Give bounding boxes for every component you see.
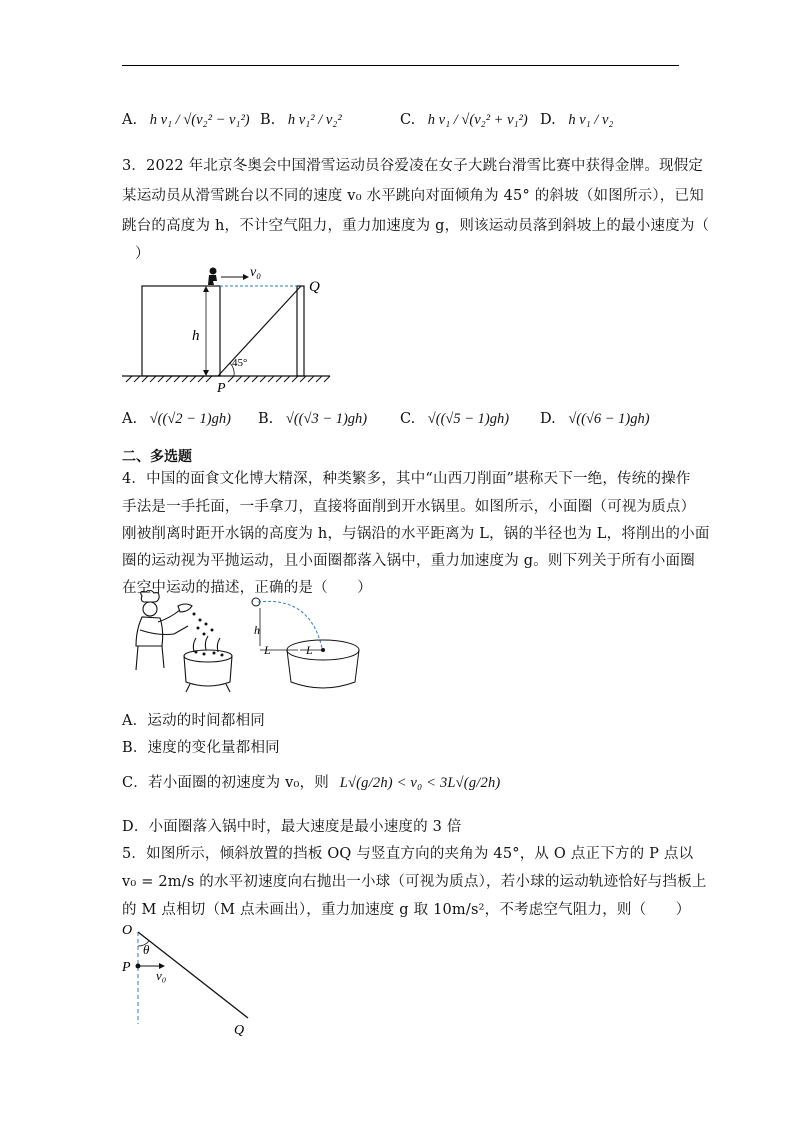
q2-option-c-expr: h v₁ / √(v₂² + v₁²) [427, 112, 528, 128]
chef-hat-icon [141, 590, 159, 602]
q3-option-b: B. √((√3 − 1)gh) [258, 411, 368, 427]
label-p: P [122, 960, 131, 975]
q4-schematic-figure [246, 590, 366, 694]
q3-line-2: 某运动员从滑雪跳台以不同的速度 v₀ 水平跳向对面倾角为 45° 的斜坡（如图所示），已知 [122, 188, 704, 204]
label-v0: v₀ [156, 968, 167, 983]
q4-line-2: 手法是一手托面，一手拿刀，直接将面削到开水锅里。如图所示，小面圈（可视为质点） [122, 499, 696, 515]
trajectory-dashed-curve [258, 601, 322, 648]
q3-line-4: ） [135, 246, 150, 262]
label-p: P [217, 381, 226, 394]
section-heading-multiple-choice: 二、多选题 [122, 449, 192, 465]
skier-icon [208, 268, 217, 286]
q3-option-d-expr: √((√6 − 1)gh) [568, 411, 650, 427]
q5-line-2: v₀ = 2m/s 的水平初速度向右抛出一小球（可视为质点），若小球的运动轨迹恰好与挡板上 [122, 874, 707, 890]
q3-option-b-expr: √((√3 − 1)gh) [285, 411, 368, 427]
q3-option-a-expr: √((√2 − 1)gh) [149, 411, 231, 427]
chef-noodle-illustration [128, 590, 244, 696]
header-rule [122, 65, 679, 66]
q3-option-d: D. √((√6 − 1)gh) [540, 411, 650, 427]
label-l-1: L [264, 643, 271, 657]
q5-baffle-figure [118, 920, 258, 1040]
label-o: O [122, 923, 133, 938]
baffle-oq [138, 932, 248, 1018]
q2-option-b-expr: h v₁² / v₂² [287, 112, 342, 128]
q3-option-a: A. √((√2 − 1)gh) [122, 411, 231, 427]
label-h: h [254, 623, 260, 637]
q5-line-3: 的 M 点相切（M 点未画出），重力加速度 g 取 10m/s²，不考虑空气阻力，则（ ） [122, 902, 691, 918]
q2-option-a-expr: h v₁ / √(v₂² − v₁²) [149, 112, 250, 128]
q4-option-b: B．速度的变化量都相同 [122, 740, 280, 756]
jump-platform [142, 286, 220, 376]
q4-line-4: 圈的运动视为平抛运动，且小面圈都落入锅中，重力加速度为 g。则下列关于所有小面圈 [122, 553, 695, 569]
ball-point-p [136, 964, 141, 969]
q2-option-d-expr: h v₁ / v₂ [568, 112, 614, 128]
q3-ski-jump-figure [118, 262, 338, 394]
q2-option-d: D. h v₁ / v₂ [540, 112, 614, 128]
q5-line-1: 5．如图所示，倾斜放置的挡板 OQ 与竖直方向的夹角为 45°，从 O 点正下方的 P 点以 [122, 846, 694, 862]
slope-line [218, 286, 301, 376]
label-l-2: L [306, 643, 313, 657]
q3-line-1: 3．2022 年北京冬奥会中国滑雪运动员谷爱凌在女子大跳台滑雪比赛中获得金牌。现假定 [122, 158, 704, 174]
q2-option-a: A. h v₁ / √(v₂² − v₁²) [122, 112, 250, 128]
q3-option-c: C. √((√5 − 1)gh) [400, 411, 510, 427]
q4-line-3: 刚被削离时距开水锅的高度为 h，与锅沿的水平距离为 L，锅的半径也为 L，将削出的小面 [122, 526, 710, 542]
q4-line-1: 4．中国的面食文化博大精深，种类繁多，其中“山西刀削面”堪称天下一绝，传统的操作 [122, 471, 691, 487]
label-q: Q [234, 1023, 245, 1038]
pot-body [287, 650, 359, 688]
label-h: h [192, 328, 200, 344]
q4-option-c-expr: L√(g/2h) < v₀ < 3L√(g/2h) [339, 775, 501, 791]
label-q: Q [309, 279, 320, 295]
q4-line-5: 在空中运动的描述，正确的是（ ） [122, 580, 372, 596]
knife-icon [174, 626, 188, 634]
q3-line-3: 跳台的高度为 h，不计空气阻力，重力加速度为 g，则该运动员落到斜坡上的最小速度为（ [122, 218, 710, 234]
q2-option-c: C. h v₁ / √(v₂² + v₁²) [400, 112, 528, 128]
dough-icon [178, 604, 192, 612]
label-theta: θ [143, 942, 150, 957]
q4-option-a: A．运动的时间都相同 [122, 713, 265, 729]
ground-hatch [126, 376, 330, 382]
slope-wall [297, 286, 304, 376]
q4-option-d: D．小面圈落入锅中时，最大速度是最小速度的 3 倍 [122, 819, 462, 835]
label-angle: 45° [232, 357, 248, 369]
q2-option-b: B. h v₁² / v₂² [260, 112, 342, 128]
q4-option-c: C．若小面圈的初速度为 v₀，则 L√(g/2h) < v₀ < 3L√(g/2h) [122, 775, 501, 791]
label-v0: v₀ [250, 265, 262, 280]
q3-option-c-expr: √((√5 − 1)gh) [427, 411, 510, 427]
